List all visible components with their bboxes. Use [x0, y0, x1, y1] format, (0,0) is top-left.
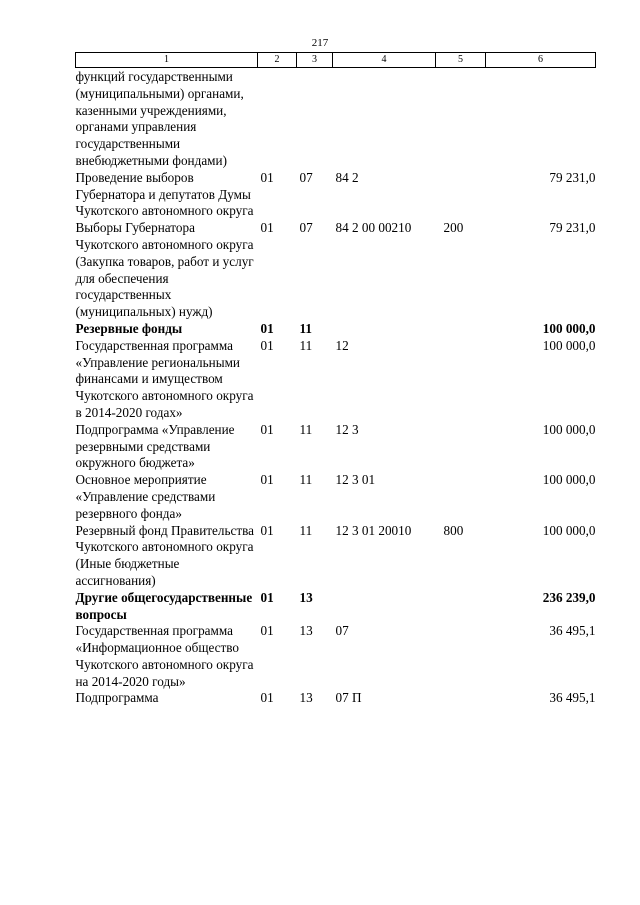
row-name: Резервные фонды: [75, 320, 183, 336]
row-name: Другие общегосударственные вопросы: [75, 589, 253, 622]
row-subsection-code: 11: [299, 522, 313, 538]
row-subsection-code: 11: [299, 320, 312, 336]
row-amount: 100 000,0: [542, 320, 596, 336]
table-row: [76, 170, 596, 220]
table-row: [76, 472, 596, 522]
row-expense-type: 200: [443, 220, 464, 236]
column-header-4: 4: [333, 53, 436, 68]
row-amount: 79 231,0: [549, 220, 596, 236]
row-section-code: 01: [260, 472, 274, 488]
table-row: [76, 590, 596, 624]
row-amount: 236 239,0: [542, 589, 596, 605]
row-expense-type: 800: [443, 522, 464, 538]
row-target-code: 07 П: [335, 690, 362, 706]
row-target-code: 12 3: [335, 421, 359, 437]
row-section-code: 01: [260, 522, 274, 538]
row-subsection-code: 11: [299, 472, 313, 488]
row-expense-type: [436, 590, 486, 624]
row-expense-type: [436, 68, 486, 170]
row-name: Проведение выборов Губернатора и депутатов Думы Чукотского автономного округа: [75, 169, 254, 219]
column-header-3: 3: [297, 53, 333, 68]
column-header-row: [76, 53, 596, 68]
table-row: [76, 220, 596, 321]
page-number: 217: [311, 37, 329, 49]
column-header-5: 5: [436, 53, 486, 68]
row-amount: 100 000,0: [542, 421, 596, 437]
row-subsection-code: 13: [299, 623, 313, 639]
row-amount: 36 495,1: [549, 690, 596, 706]
row-name: Выборы Губернатора Чукотского автономного округа (Закупка товаров, работ и услуг для обеспечения государственных (муниципальных) нужд): [75, 220, 254, 320]
row-name: Государственная программа «Информационное общество Чукотского автономного округа на 2014-2020 годы»: [75, 623, 254, 689]
row-subsection-code: 13: [299, 690, 313, 706]
row-section-code: 01: [260, 169, 274, 185]
row-name: функций государственными (муниципальными) органами, казенными учреждениями, органами управления государственными внебюджетными фондами): [75, 69, 244, 168]
table-row: [76, 68, 596, 170]
row-name: Подпрограмма «Управление резервными средствами окружного бюджета»: [75, 421, 235, 471]
row-expense-type: [436, 321, 486, 338]
row-amount: 79 231,0: [549, 169, 596, 185]
row-amount: 100 000,0: [542, 522, 596, 538]
table-row: [76, 338, 596, 422]
row-amount: 36 495,1: [549, 623, 596, 639]
row-section-code: 01: [260, 421, 274, 437]
table-row: [76, 422, 596, 472]
column-header-1: 1: [76, 53, 258, 68]
row-amount: 100 000,0: [542, 472, 596, 488]
row-section-code: 01: [260, 220, 274, 236]
row-expense-type: [436, 338, 486, 422]
table-row: [76, 523, 596, 590]
column-header-6: 6: [486, 53, 596, 68]
row-subsection-code: 11: [299, 421, 313, 437]
row-target-code: 12: [335, 337, 349, 353]
row-section-code: 01: [260, 589, 274, 605]
row-target-code: [333, 590, 436, 624]
row-target-code: [333, 321, 436, 338]
row-section-code: 01: [260, 320, 274, 336]
table-row: [76, 623, 596, 690]
row-name: Основное мероприятие «Управление средствами резервного фонда»: [75, 472, 216, 521]
row-expense-type: [436, 422, 486, 472]
column-header-2: 2: [258, 53, 297, 68]
row-subsection-code: [297, 68, 333, 170]
row-target-code: 12 3 01 20010: [335, 522, 412, 538]
row-subsection-code: 13: [299, 589, 313, 605]
table-row: [76, 690, 596, 707]
budget-table: [75, 52, 596, 707]
row-target-code: 12 3 01: [335, 472, 376, 488]
row-name: Государственная программа «Управление региональными финансами и имуществом Чукотского автономного округа в 2014-2020 годах»: [75, 337, 254, 420]
row-amount: [486, 68, 596, 170]
row-target-code: [333, 68, 436, 170]
row-expense-type: [436, 690, 486, 707]
row-target-code: 84 2 00 00210: [335, 220, 412, 236]
row-subsection-code: 07: [299, 220, 313, 236]
row-subsection-code: 11: [299, 337, 313, 353]
row-target-code: 07: [335, 623, 349, 639]
row-section-code: 01: [260, 337, 274, 353]
row-amount: 100 000,0: [542, 337, 596, 353]
table-body: [76, 68, 596, 708]
row-name: Резервный фонд Правительства Чукотского автономного округа (Иные бюджетные ассигнования): [75, 522, 255, 588]
row-name: Подпрограмма: [75, 690, 159, 706]
row-target-code: 84 2: [335, 169, 359, 185]
row-subsection-code: 07: [299, 169, 313, 185]
row-expense-type: [436, 623, 486, 690]
row-section-code: 01: [260, 690, 274, 706]
row-expense-type: [436, 472, 486, 522]
row-section-code: [258, 68, 297, 170]
row-section-code: 01: [260, 623, 274, 639]
table-row: [76, 321, 596, 338]
row-expense-type: [436, 170, 486, 220]
